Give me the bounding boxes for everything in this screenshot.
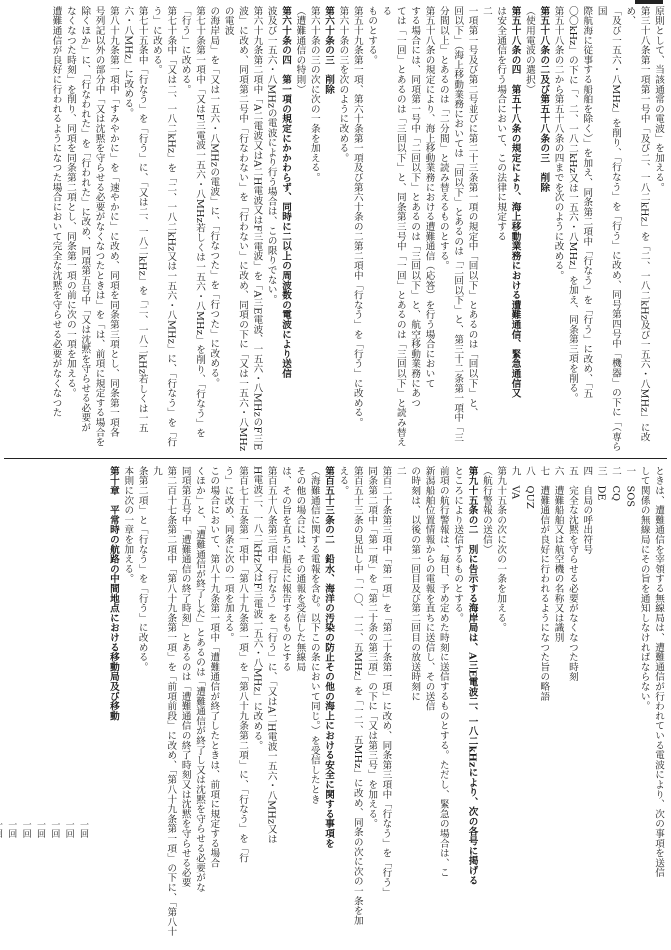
- lower-line-34: 第二百十七条第二項中「第八十九条第一項」を「前項前段」に改め、「第八十九条第一項」の下に、「第八十九: [150, 466, 177, 937]
- lower-line-29: 第百七十五条第一項中「第八十九条第一項」を「第八十九条第二項」に、「行なう」を「行: [237, 466, 249, 863]
- upper-line-33: 六・八MHz」に改める。: [122, 6, 134, 119]
- upper-line-18: 第五十九条第一項、第六十条第一項及び第六十条の二第二項中「行なう」を「行う」に改める。: [351, 6, 363, 428]
- lower-line-11: 第九十五条の次に次の一条を加える。: [495, 466, 507, 633]
- lower-line-16: 新潟船舶位置情報からの電報を直ちに送信し、その送信: [423, 466, 435, 711]
- margin-marks: [6, 820, 90, 940]
- upper-line-11: 一項第一号及び第二号並びに第二十三条第一項の規定中「回以下」とあるのは「回以下」と、: [466, 6, 478, 418]
- upper-line-26: 波」に改め、同項第二号中「行なわない」を「行わない」に改め、同項の下に「又は一五六・八MHzの電波: [222, 6, 249, 452]
- upper-line-31: う」に改める。: [150, 6, 162, 75]
- upper-line-17: ものとする。: [366, 6, 378, 65]
- upper-line-8: 第五十八条の四 第五十八条の規定により、海上移動業務における遭難通信、緊急通信又: [509, 6, 521, 398]
- lower-line-4: 三 DE: [595, 466, 607, 501]
- margin-mark-1: 一回: [63, 820, 74, 838]
- upper-line-23: 第六十条の四 第一項の規定にかかわらず、同時に二以上の周波数の電波により送信: [280, 6, 292, 379]
- top-corner-mark: [635, 0, 663, 4]
- upper-line-0: 原則として、当該通常の電波」を加える。: [653, 6, 664, 193]
- lower-line-2: 一 SOS: [624, 466, 636, 508]
- lower-line-12: （航行警報の送信）: [480, 466, 492, 555]
- lower-line-24: （海難通信に関する電報を含む。以下この条において同じ。）を受信したとき: [308, 466, 320, 805]
- lower-line-17: の時刻は、以後の第一回目及び第二回目の放送時刻に: [409, 466, 421, 702]
- lower-line-6: 五 完全な沈黙を守らせる必要がなくなつた時刻: [566, 466, 578, 682]
- upper-text-block: [5, 6, 665, 452]
- upper-line-13: 分間以上」とあるのは「二分間」と読み替えるものとする。: [437, 6, 449, 271]
- lower-line-33: 同項第五号中「遭難通信の終了時刻」とあるのは「遭難通信の終了時刻又は沈黙を守らせる必要: [179, 466, 191, 888]
- upper-line-19: 第六十条の三を次のように改める。: [337, 6, 349, 163]
- lower-line-32: くほか」と、「遭難通信が終了した」とあるのは「遭難通信が終了し又は沈黙を守らせる必要がな: [194, 466, 205, 893]
- lower-line-10: 九 VA: [509, 466, 521, 500]
- upper-line-4: 〇〇kHz」の下に「、二、一八二kHz又は一五六・八MHz」を加え、同条第三項を削る。: [566, 6, 578, 403]
- lower-line-13: 第九十五条の二 別に告示する海岸局は、A三E電波二、一八二kHzにより、次の各号に掲げる: [466, 466, 478, 886]
- upper-line-1: 第三十八条第一項第一号中「及び二、一八二kHz」を「二、一八二kHz及び一五六・八MHz」に改め、: [624, 6, 650, 442]
- lower-line-25: その他の場合には、その通報を受信した無線局: [294, 466, 306, 672]
- upper-line-9: は安全通信を行う場合において、この法律に規定する: [495, 6, 507, 242]
- upper-line-37: なくなつた時刻」を削り、同項を同条第二項とし、同条第一項の前に次の一項を加える。: [64, 6, 76, 398]
- upper-line-2: 「及び一五六・八MHz」を削り、「行なう」を「行う」に改め、同号第四号中「機器」の下に「（専ら国: [595, 6, 621, 452]
- upper-line-24: 波及び一五六・八MHzの電波により行う場合は、この限りでない。: [265, 6, 277, 305]
- upper-line-36: 除くほか」に、「行なわれた」を「行われた」に改め、同項第五号中「又は沈黙を守らせる必要が: [79, 6, 91, 433]
- lower-line-31: この場合において、第八十九条第一項中「遭難通信が終了したときは、前項に規定する場合: [208, 466, 220, 868]
- lower-line-7: 六 遭難船舶又は航空機の名称又は識別: [552, 466, 564, 643]
- lower-line-20: 同条第二項中「第一項」を「第二十条の第三項」の下に「又は第三号」を加える。: [366, 466, 378, 829]
- upper-line-3: 際航海に従事する船舶を除く）」を加え、同条第二項中「行なう」を「行う」に改め、「五: [581, 6, 593, 399]
- lower-line-5: 四 自局の呼出符号: [581, 466, 593, 555]
- upper-line-16: ては「一回」とあるのは「三回以下」と、同条第三号中「一回」とあるのは「三回以下」と読み替える: [380, 6, 406, 447]
- upper-line-14: 第五十八条の規定により、海上移動業務における遭難通信（応答）を行う場合において: [423, 6, 435, 389]
- margin-mark-5: 一回: [6, 820, 17, 838]
- lower-line-3: 二 CQ: [609, 466, 621, 502]
- margin-mark-3: 一回: [34, 820, 45, 838]
- lower-line-35: 条第二項」と「行なう」を「行う」に改める。: [136, 466, 148, 672]
- upper-line-28: 第七十条第一項中「又はF三電波一五六・八MHz若しくは一五六・八MHz」を削り、「行なう」を: [194, 6, 205, 438]
- lower-line-28: H電波二、一八二kHz又はF三電波一五六・八MHz」に改める。: [251, 466, 263, 751]
- lower-line-26: は、その旨を直ちに船長に報告するものとする: [280, 466, 292, 672]
- upper-line-34: 第八十九条第一項中「すみやかに」を「速やかに」に改め、同項を同条第三項とし、同条第一項各: [107, 6, 119, 438]
- upper-line-29: 「行う」に改める。: [179, 6, 191, 95]
- upper-line-30: 第七十条中「又は二、一八二kHz」を「二、一八二kHz又は一五六・八MHz」に、「行なう」を「行: [165, 6, 177, 447]
- upper-line-5: 第五十八条の二から第五十八条の四までを次のように改める。: [552, 6, 564, 281]
- margin-mark-4: 一回: [20, 820, 31, 838]
- margin-mark-0: 一回: [78, 820, 88, 838]
- lower-line-1: して関係の無線局にその旨を通知しなければならない。: [638, 466, 650, 711]
- upper-line-22: （遭難通信の特則）: [294, 6, 306, 95]
- upper-line-27: の海岸局」を「又は一五六・八MHzの電波」に、「行なつた」を「行つた」に改める。: [208, 6, 220, 388]
- upper-line-6: 第五十八条の二及び第五十八条の三 削除: [538, 6, 550, 193]
- lower-line-21: 第百五十三条の見出し中「一〇、一二、五MHz」を「一二、五MHz」に改め、同条の次に次の一条を加: [351, 466, 363, 926]
- lower-line-36: 本則に次の一章を加える。: [122, 466, 134, 584]
- lower-line-0: ときは、遭難通信を宰領する無線局は、遭難通信が行われている電波により、次の事項を送信: [653, 466, 664, 878]
- margin-mark-6: [0, 820, 4, 940]
- upper-line-32: 第七十五条中「行なう」を「行う」に、「又は二、一八二kHz」を「二、一八二kHz若しくは一五: [136, 6, 148, 433]
- upper-line-15: する場合には、同項第一号中「二回以下」とあるのは「三回以下」と、航空移動業務にあつ: [409, 6, 421, 408]
- lower-line-9: 八 QUZ: [523, 466, 535, 509]
- upper-line-10: 二: [480, 6, 492, 16]
- lower-line-14: ところにより送信するものとする。: [452, 466, 464, 623]
- lower-line-27: 第百五十八条第三項中「行なう」を「行う」に、「又はA二H電波一五六・八MHz又は: [265, 466, 277, 844]
- upper-line-35: 号列記以外の部分中「又は沈黙を守らせる必要がなくなつたときは」を「は、前項に規定する場合を: [93, 6, 105, 447]
- upper-line-25: 第六十九条第二項中「A二電波又はA二H電波又はF三電波」を「A三E電波、一五六・八MHzのF三E: [251, 6, 263, 451]
- lower-line-22: える。: [337, 466, 349, 496]
- upper-line-12: 回以下」（海上移動業務においては「回以下」とあるのは「二回以下」と、第三十二条第一項中「三: [452, 6, 464, 443]
- lower-line-23: 第百五十三条の二 鉛水、海洋の汚染の防止その他の海上における安全に関する事項を: [323, 466, 335, 849]
- upper-line-7: （使用電波の選択）: [523, 6, 535, 95]
- lower-line-15: 前項の航行警報は、毎日、予め定めた時刻に送信するものとする。ただし、緊急の場合は、こ: [437, 466, 449, 878]
- lower-text-block: [105, 466, 665, 942]
- lower-line-8: 七 遭難通信が良好に行われるようになつた旨の略語: [538, 466, 550, 702]
- margin-mark-2: 一回: [49, 820, 60, 838]
- lower-line-18: 二: [394, 466, 406, 476]
- upper-line-21: 第六十条の三の次に次の一条を加える。: [308, 6, 320, 183]
- upper-line-38: 遭難通信が良好に行われるようになつた場合において完全な沈黙を守らせる必要がなくなつた: [50, 6, 62, 418]
- lower-line-30: う」に改め、同条に次の一項を加える。: [222, 466, 234, 643]
- lower-line-37: 第十章 平常時の航路の中間地点における移動局及び移動: [107, 466, 119, 721]
- section-divider: [4, 458, 667, 459]
- upper-line-20: 第六十条の三 削除: [323, 6, 335, 95]
- lower-line-19: 第百二十条第三項中「第一項」を「第二十条第一項」に改め、同条第三項中「行なう」を「行う」: [380, 466, 392, 898]
